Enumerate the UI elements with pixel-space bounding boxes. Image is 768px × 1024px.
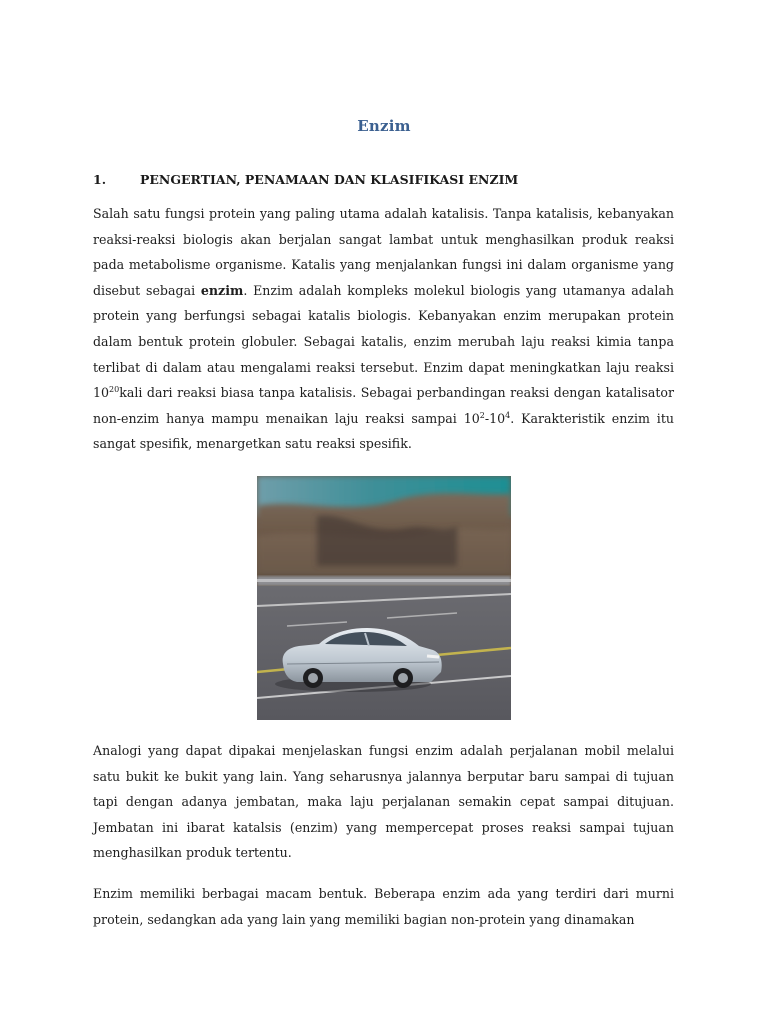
bold-term-enzim: enzim xyxy=(200,282,244,298)
document-title: Enzim xyxy=(357,117,411,135)
paragraph-definition xyxy=(93,201,674,457)
section-number: 1. xyxy=(93,172,107,187)
superscript-exponent: 20 xyxy=(109,385,120,395)
section-heading xyxy=(93,172,683,187)
paragraph-forms: Enzim memiliki berbagai macam bentuk. Beberapa enzim ada yang terdiri dari murni protein, sedangkan ada yang lain yang memiliki bagian non-protein yang dinamakan xyxy=(93,886,674,927)
section-title: PENGERTIAN, PENAMAAN DAN KLASIFIKASI ENZIM xyxy=(140,172,519,187)
superscript-exponent: 4 xyxy=(505,410,511,420)
paragraph-text: -10 xyxy=(484,410,506,426)
paragraph-text: kali dari reaksi biasa tanpa katalisis. Sebagai perbandingan reaksi dengan katalisator non-enzim hanya mampu menaikan laju reaksi sampai 10 xyxy=(93,385,674,426)
superscript-exponent: 2 xyxy=(479,410,485,420)
paragraph-text: . Karakteristik enzim itu sangat spesifik, menargetkan satu reaksi spesifik. xyxy=(93,410,675,452)
paragraph-analogy: Analogi yang dapat dipakai menjelaskan fungsi enzim adalah perjalanan mobil melalui satu bukit ke bukit yang lain. Yang seharusnya jalannya berputar baru sampai di tujuan tapi dengan adanya jembatan, maka laju perjalanan semakin cepat sampai ditujuan. Jembatan ini ibarat katalsis (enzim) yang mempercepat proses reaksi sampai tujuan menghasilkan produk tertentu. xyxy=(93,743,674,861)
paragraph-text: . Enzim adalah kompleks molekul biologis yang utamanya adalah protein yang berfungsi sebagai katalis biologis. Kebanyakan enzim merupakan protein dalam bentuk protein globuler. Sebagai katalis, enzim merubah laju reaksi kimia tanpa terlibat di dalam atau mengalami reaksi tersebut. Enzim dapat meningkatkan laju reaksi 10 xyxy=(93,282,674,401)
car-on-road-photo xyxy=(257,476,511,720)
paragraph-text: Salah satu fungsi protein yang paling utama adalah katalisis. Tanpa katalisis, kebanyakan reaksi-reaksi biologis akan berjalan sangat lambat untuk menghasilkan produk reaksi pada metabolisme organisme. Katalis yang menjalankan fungsi ini dalam organisme yang disebut sebagai xyxy=(93,206,674,298)
